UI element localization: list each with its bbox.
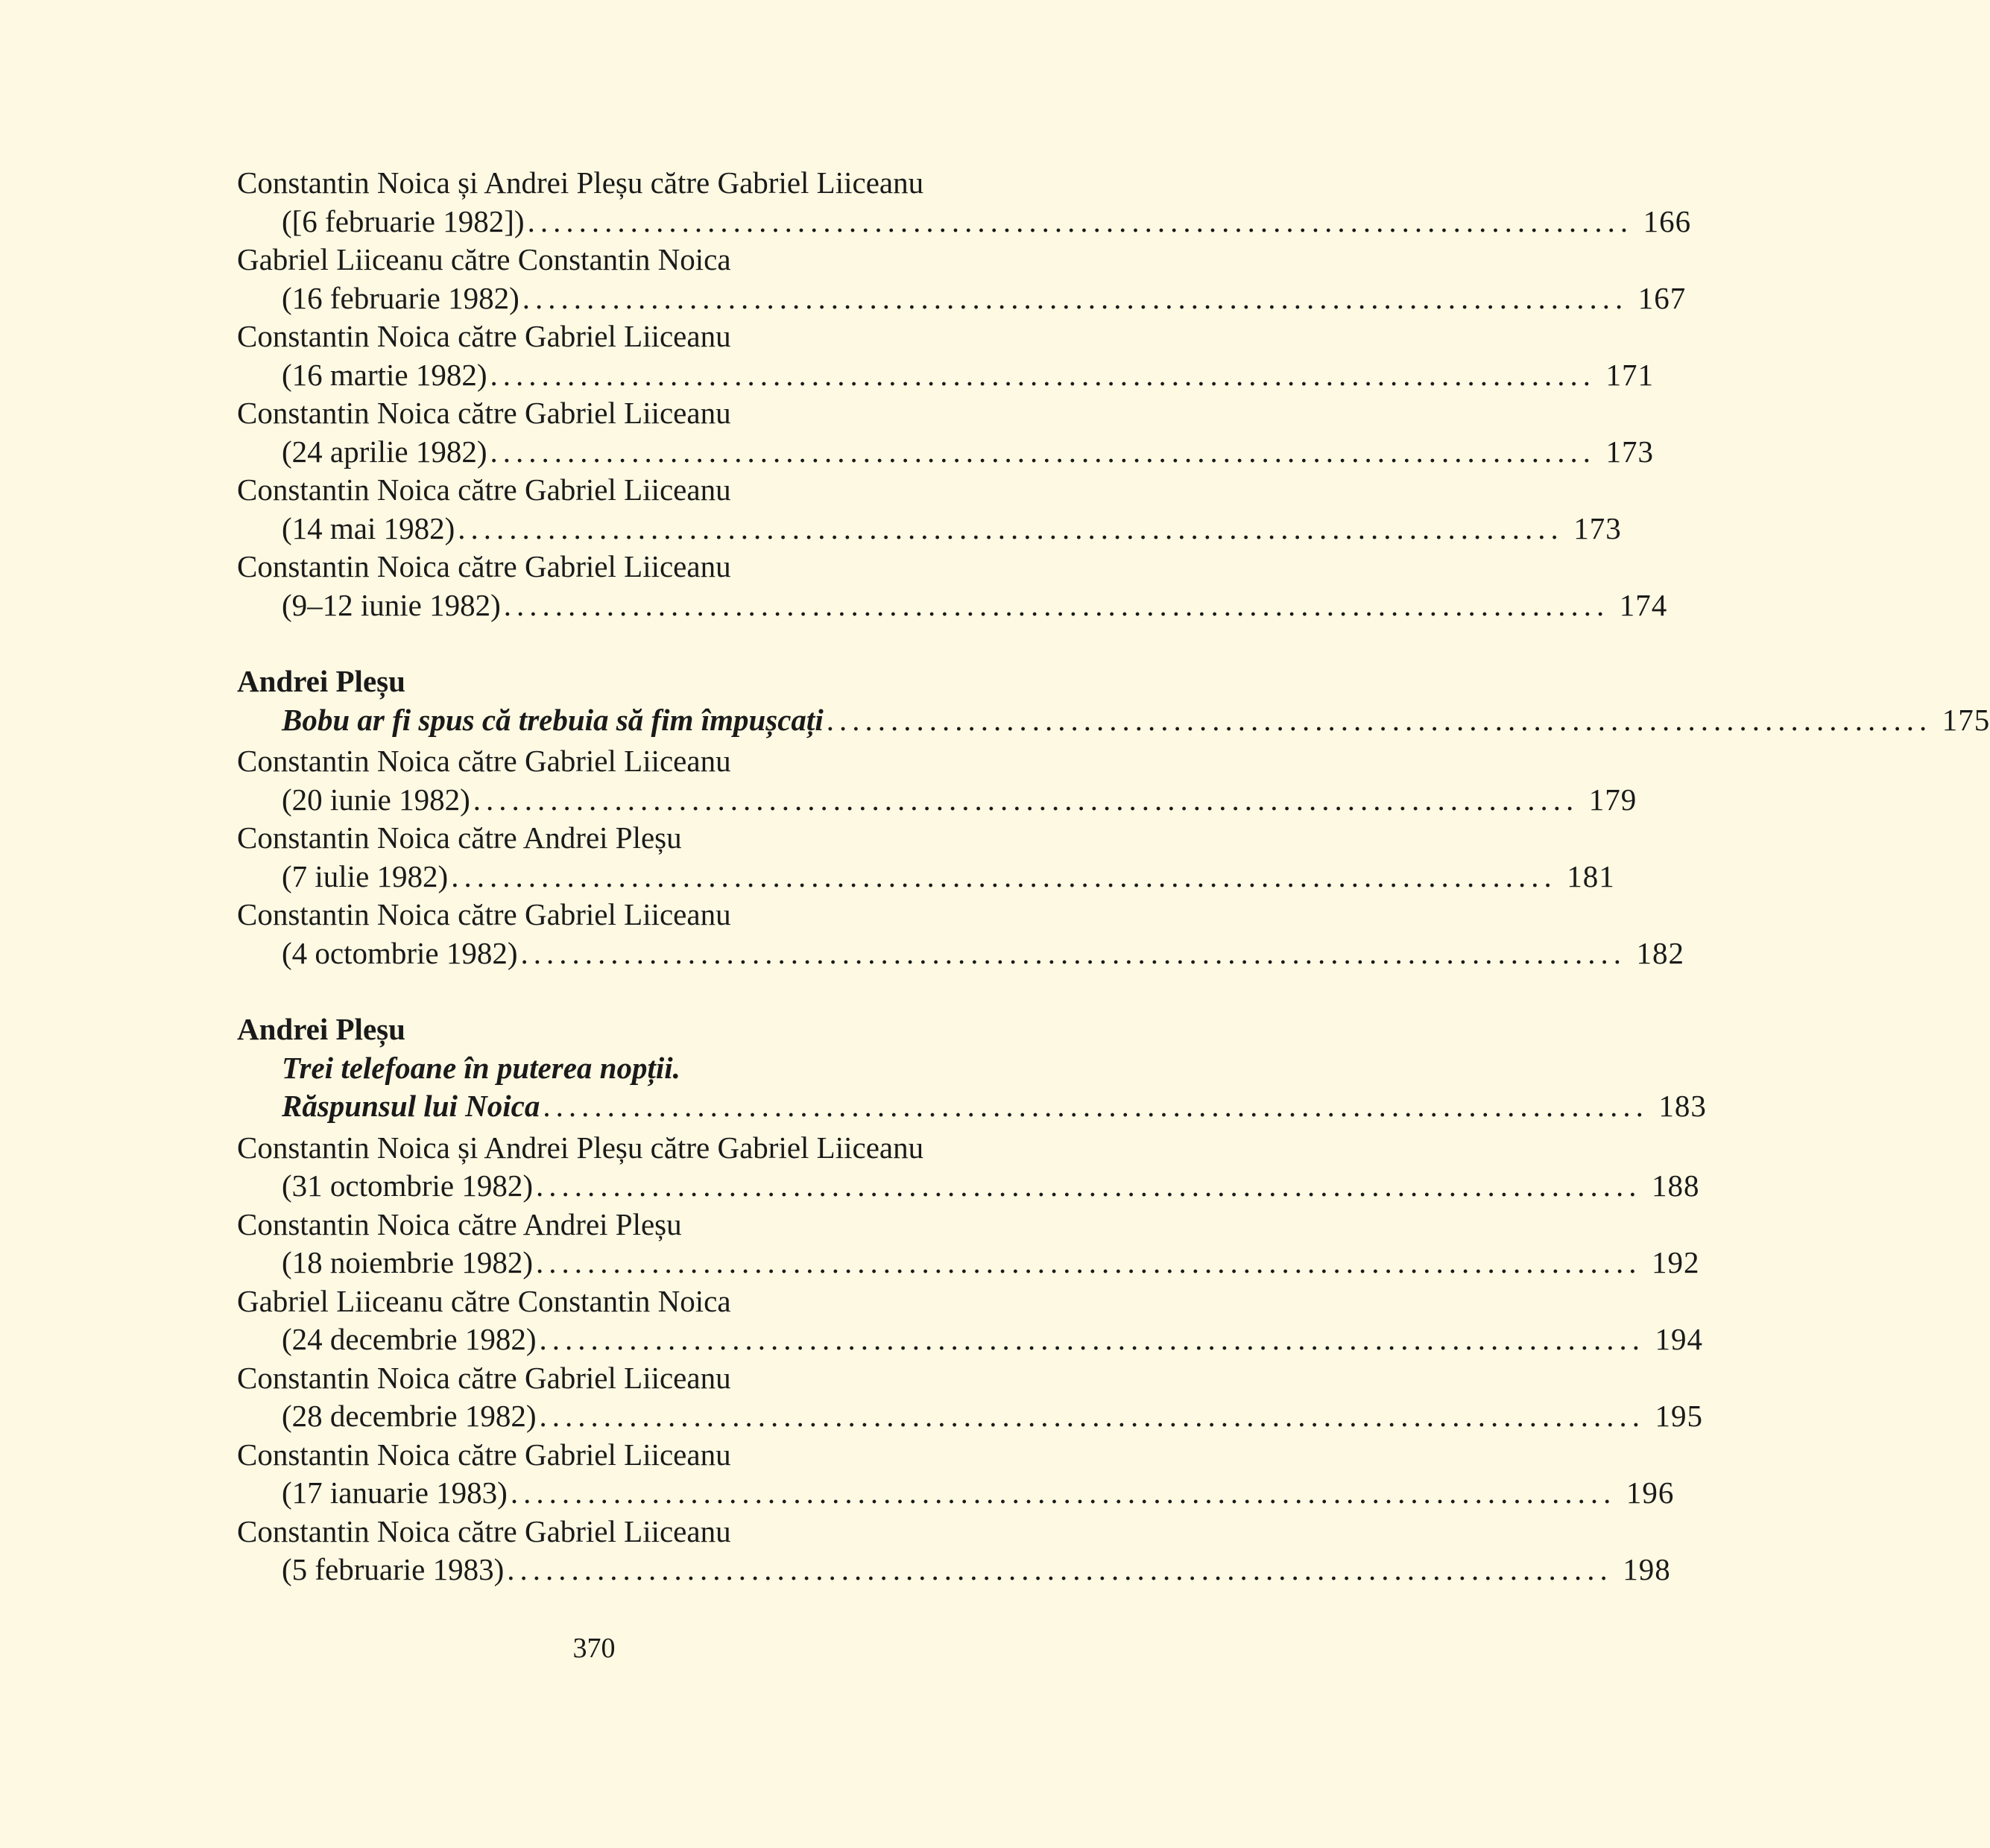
entry-page-number: 175 — [1942, 702, 1990, 737]
toc-entry — [237, 548, 1668, 624]
leader-dots: ...................................................................................... — [522, 280, 1629, 315]
entry-date: (9–12 iunie 1982) — [282, 587, 501, 622]
entry-author: Gabriel Liiceanu către Constantin Noica — [237, 242, 731, 276]
leader-dots: ...................................................................................... — [451, 858, 1557, 893]
entry-date: (4 octombrie 1982) — [282, 935, 518, 970]
toc-entry — [237, 164, 1692, 241]
essay-title: Trei telefoane în puterea nopții. — [282, 1050, 680, 1085]
entry-date: (31 octombrie 1982) — [282, 1168, 534, 1203]
entry-date: (18 noiembrie 1982) — [282, 1245, 534, 1279]
entry-page-number: 181 — [1567, 858, 1615, 893]
leader-dots: ...................................................................................... — [539, 1399, 1646, 1433]
leader-dots: ...................................................................................... — [539, 1322, 1646, 1356]
entry-page-number: 196 — [1626, 1475, 1675, 1510]
leader-dots: ...................................................................................... — [543, 1089, 1649, 1123]
entry-date: (5 februarie 1983) — [282, 1552, 505, 1586]
toc-entry — [237, 1206, 1700, 1282]
leader-dots: ...................................................................................... — [490, 434, 1596, 469]
entry-page-number: 179 — [1588, 782, 1637, 817]
entry-page-number: 173 — [1573, 510, 1622, 545]
entry-page-number: 174 — [1619, 587, 1668, 622]
entry-page-number: 173 — [1605, 434, 1655, 469]
entry-author: Constantin Noica și Andrei Pleșu către Gabriel Liiceanu — [237, 1130, 924, 1165]
toc-entry — [237, 1282, 1704, 1359]
entry-page-number: 198 — [1623, 1552, 1671, 1586]
essay-title: Bobu ar fi spus că trebuia să fim împușcați — [282, 702, 824, 737]
entry-date: (7 iulie 1982) — [282, 858, 449, 893]
leader-dots: ...................................................................................... — [473, 782, 1579, 817]
toc-entry — [237, 471, 1622, 548]
entry-date: ([6 februarie 1982]) — [282, 203, 525, 238]
toc-essay-entry — [237, 662, 1990, 739]
leader-dots: ...................................................................................... — [490, 357, 1596, 392]
entry-author: Constantin Noica către Gabriel Liiceanu — [237, 472, 731, 507]
entry-author: Constantin Noica și Andrei Pleșu către Gabriel Liiceanu — [237, 165, 924, 200]
essay-author: Andrei Pleșu — [237, 1012, 405, 1046]
entry-page-number: 194 — [1655, 1322, 1704, 1356]
toc-entry — [237, 1513, 1671, 1589]
entry-page-number: 195 — [1655, 1399, 1704, 1433]
essay-author: Andrei Pleșu — [237, 664, 405, 698]
toc-entry — [237, 819, 1615, 896]
entry-author: Constantin Noica către Gabriel Liiceanu — [237, 897, 731, 931]
toc-entry — [237, 896, 1685, 972]
entry-date: (16 februarie 1982) — [282, 280, 519, 315]
entry-page-number: 182 — [1636, 935, 1685, 970]
entry-author: Constantin Noica către Gabriel Liiceanu — [237, 1513, 731, 1548]
entry-author: Constantin Noica către Gabriel Liiceanu — [237, 319, 731, 353]
leader-dots: ...................................................................................... — [536, 1168, 1642, 1203]
table-of-contents — [237, 164, 1990, 1589]
entry-page-number: 167 — [1637, 280, 1687, 315]
entry-author: Constantin Noica către Andrei Pleșu — [237, 820, 682, 855]
entry-date: (16 martie 1982) — [282, 357, 487, 392]
entry-date: (17 ianuarie 1983) — [282, 1475, 508, 1510]
entry-page-number: 171 — [1605, 357, 1655, 392]
page-number: 370 — [572, 1633, 616, 1664]
leader-dots: ...................................................................................... — [826, 702, 1933, 737]
leader-dots: ...................................................................................... — [520, 935, 1627, 970]
entry-author: Constantin Noica către Gabriel Liiceanu — [237, 396, 731, 430]
leader-dots: ...................................................................................... — [503, 587, 1610, 622]
leader-dots: ...................................................................................... — [510, 1475, 1617, 1510]
entry-date: (14 mai 1982) — [282, 510, 455, 545]
toc-entry — [237, 1436, 1675, 1513]
leader-dots: ...................................................................................... — [458, 510, 1564, 545]
entry-page-number: 166 — [1643, 203, 1692, 238]
entry-date: (28 decembrie 1982) — [282, 1399, 537, 1433]
entry-author: Constantin Noica către Andrei Pleșu — [237, 1206, 682, 1241]
entry-date: (20 iunie 1982) — [282, 782, 470, 817]
toc-essay-entry — [237, 1010, 1707, 1126]
entry-date: (24 decembrie 1982) — [282, 1322, 537, 1356]
entry-date: (24 aprilie 1982) — [282, 434, 487, 469]
entry-page-number: 183 — [1658, 1089, 1707, 1123]
toc-entry — [237, 317, 1655, 394]
entry-author: Constantin Noica către Gabriel Liiceanu — [237, 744, 731, 778]
entry-page-number: 192 — [1652, 1245, 1700, 1279]
essay-title-continued: Răspunsul lui Noica — [282, 1089, 540, 1123]
toc-entry — [237, 241, 1687, 317]
leader-dots: ...................................................................................... — [536, 1245, 1642, 1279]
entry-author: Constantin Noica către Gabriel Liiceanu — [237, 549, 731, 583]
entry-author: Constantin Noica către Gabriel Liiceanu — [237, 1437, 731, 1472]
entry-author: Gabriel Liiceanu către Constantin Noica — [237, 1283, 731, 1318]
toc-entry — [237, 1359, 1704, 1436]
leader-dots: ...................................................................................... — [507, 1552, 1613, 1586]
toc-entry — [237, 1129, 1700, 1206]
entry-author: Constantin Noica către Gabriel Liiceanu — [237, 1360, 731, 1395]
entry-page-number: 188 — [1652, 1168, 1700, 1203]
leader-dots: ...................................................................................... — [527, 203, 1634, 238]
toc-entry — [237, 394, 1655, 471]
toc-entry — [237, 742, 1637, 819]
